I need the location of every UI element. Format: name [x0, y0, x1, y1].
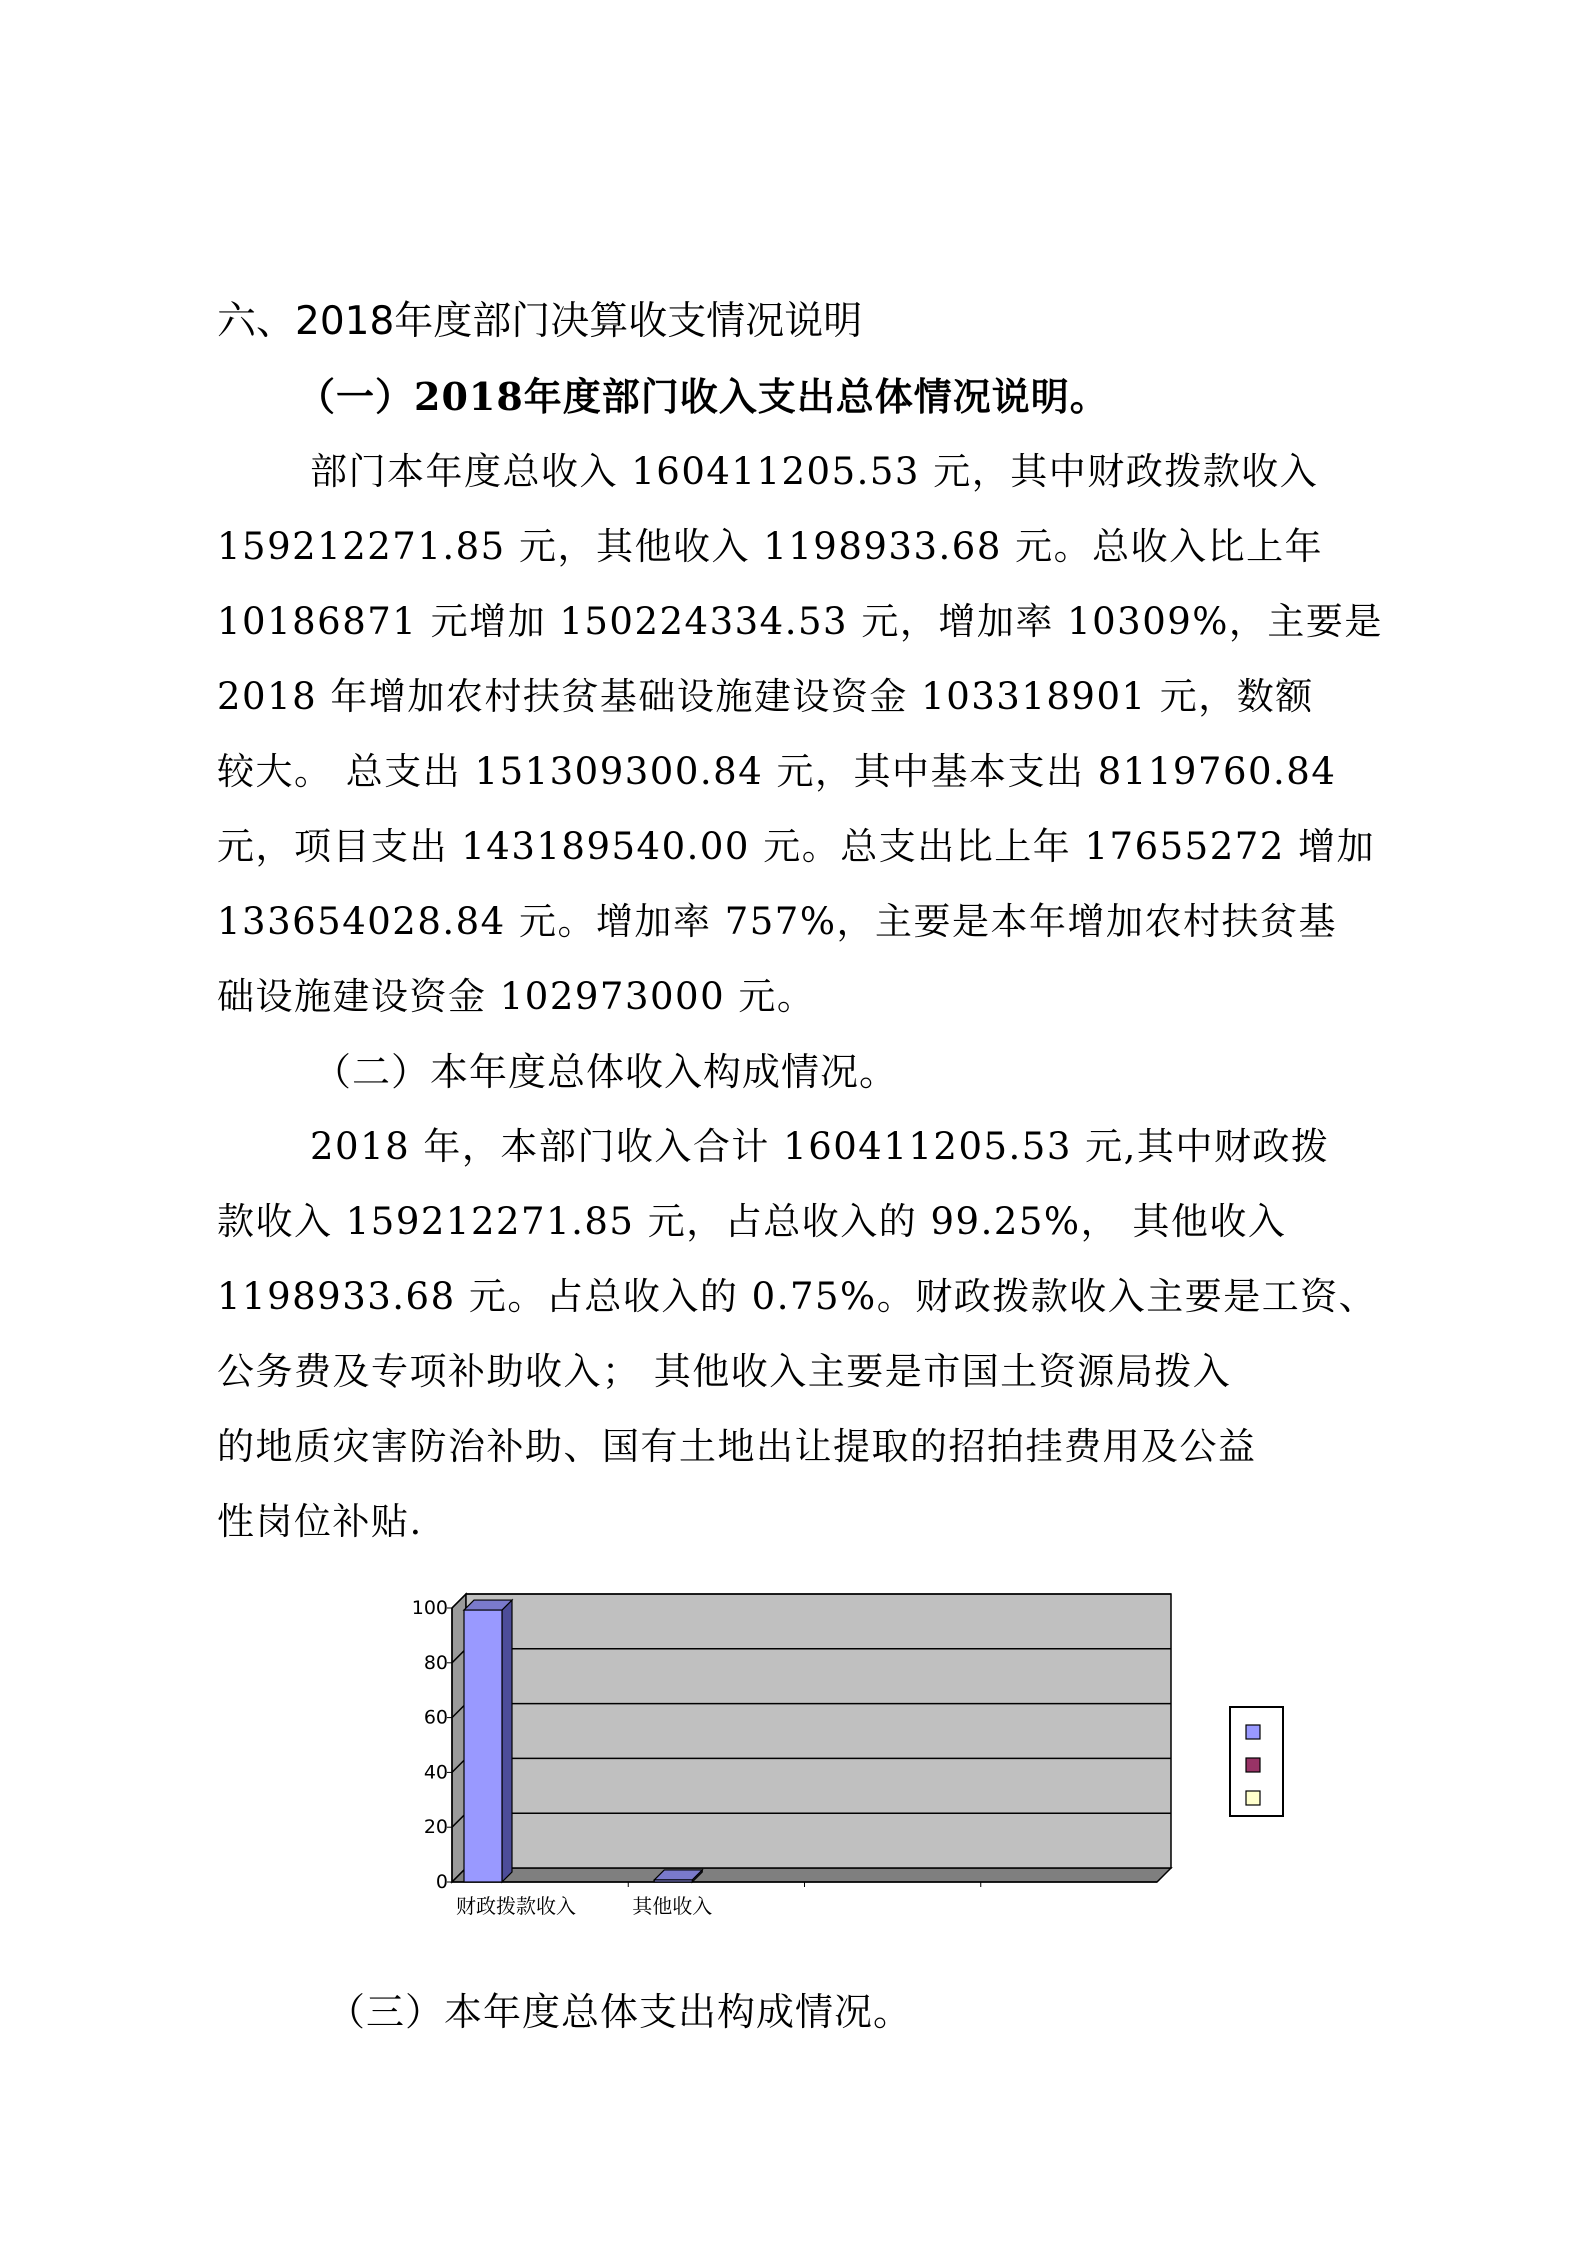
- x-category-label: 财政拨款收入: [456, 1894, 576, 1918]
- paragraph-2-line: 1198933.68 元。占总收入的 0.75%。财政拨款收入主要是工资、: [217, 1275, 1378, 1318]
- bar-side: [502, 1600, 512, 1882]
- paragraph-2-line: 公务费及专项补助收入； 其他收入主要是市国土资源局拨入: [217, 1350, 1232, 1393]
- chart-plot-area: [466, 1594, 1171, 1868]
- paragraph-1-line: 133654028.84 元。增加率 757%，主要是本年增加农村扶贫基: [217, 900, 1338, 943]
- paragraph-1-line: 部门本年度总收入 160411205.53 元，其中财政拨款收入: [310, 450, 1319, 493]
- paragraph-2-line: 款收入 159212271.85 元，占总收入的 99.25%， 其他收入: [217, 1200, 1287, 1243]
- subsection-2-heading: （二）本年度总体收入构成情况。: [313, 1050, 899, 1094]
- legend-swatch: [1246, 1791, 1260, 1805]
- bar: [464, 1610, 502, 1882]
- y-tick-label: 20: [423, 1816, 448, 1839]
- paragraph-1-line: 元，项目支出 143189540.00 元。总支出比上年 17655272 增加: [217, 825, 1376, 868]
- subsection-1-heading: （一）2018年度部门收入支出总体情况说明。: [297, 374, 1109, 419]
- legend-swatch: [1246, 1758, 1260, 1772]
- paragraph-2-line: 性岗位补贴.: [217, 1500, 423, 1543]
- bar: [654, 1880, 692, 1882]
- y-tick-label: 60: [423, 1706, 448, 1729]
- y-tick-label: 100: [411, 1597, 448, 1619]
- paragraph-1-line: 159212271.85 元，其他收入 1198933.68 元。总收入比上年: [217, 525, 1324, 568]
- paragraph-2-line: 2018 年，本部门收入合计 160411205.53 元,其中财政拨: [310, 1125, 1330, 1168]
- y-tick-label: 0: [435, 1871, 448, 1893]
- paragraph-1-line: 较大。 总支出 151309300.84 元，其中基本支出 8119760.84: [217, 750, 1337, 793]
- y-tick-label: 80: [423, 1651, 448, 1674]
- paragraph-1-line: 10186871 元增加 150224334.53 元，增加率 10309%，主要是: [217, 600, 1383, 643]
- x-category-label: 其他收入: [632, 1894, 713, 1918]
- income-bar-chart: [395, 1590, 1295, 1930]
- y-tick-label: 40: [423, 1761, 448, 1784]
- section-heading: 六、2018年度部门决算收支情况说明: [217, 299, 863, 344]
- paragraph-2-line: 的地质灾害防治补助、国有土地出让提取的招拍挂费用及公益: [217, 1425, 1257, 1468]
- chart-floor: [452, 1868, 1171, 1882]
- subsection-3-heading: （三）本年度总体支出构成情况。: [327, 1990, 913, 2034]
- paragraph-1-line: 础设施建设资金 102973000 元。: [217, 975, 816, 1018]
- paragraph-1-line: 2018 年增加农村扶贫基础设施建设资金 103318901 元，数额: [217, 675, 1314, 718]
- legend-swatch: [1246, 1725, 1260, 1739]
